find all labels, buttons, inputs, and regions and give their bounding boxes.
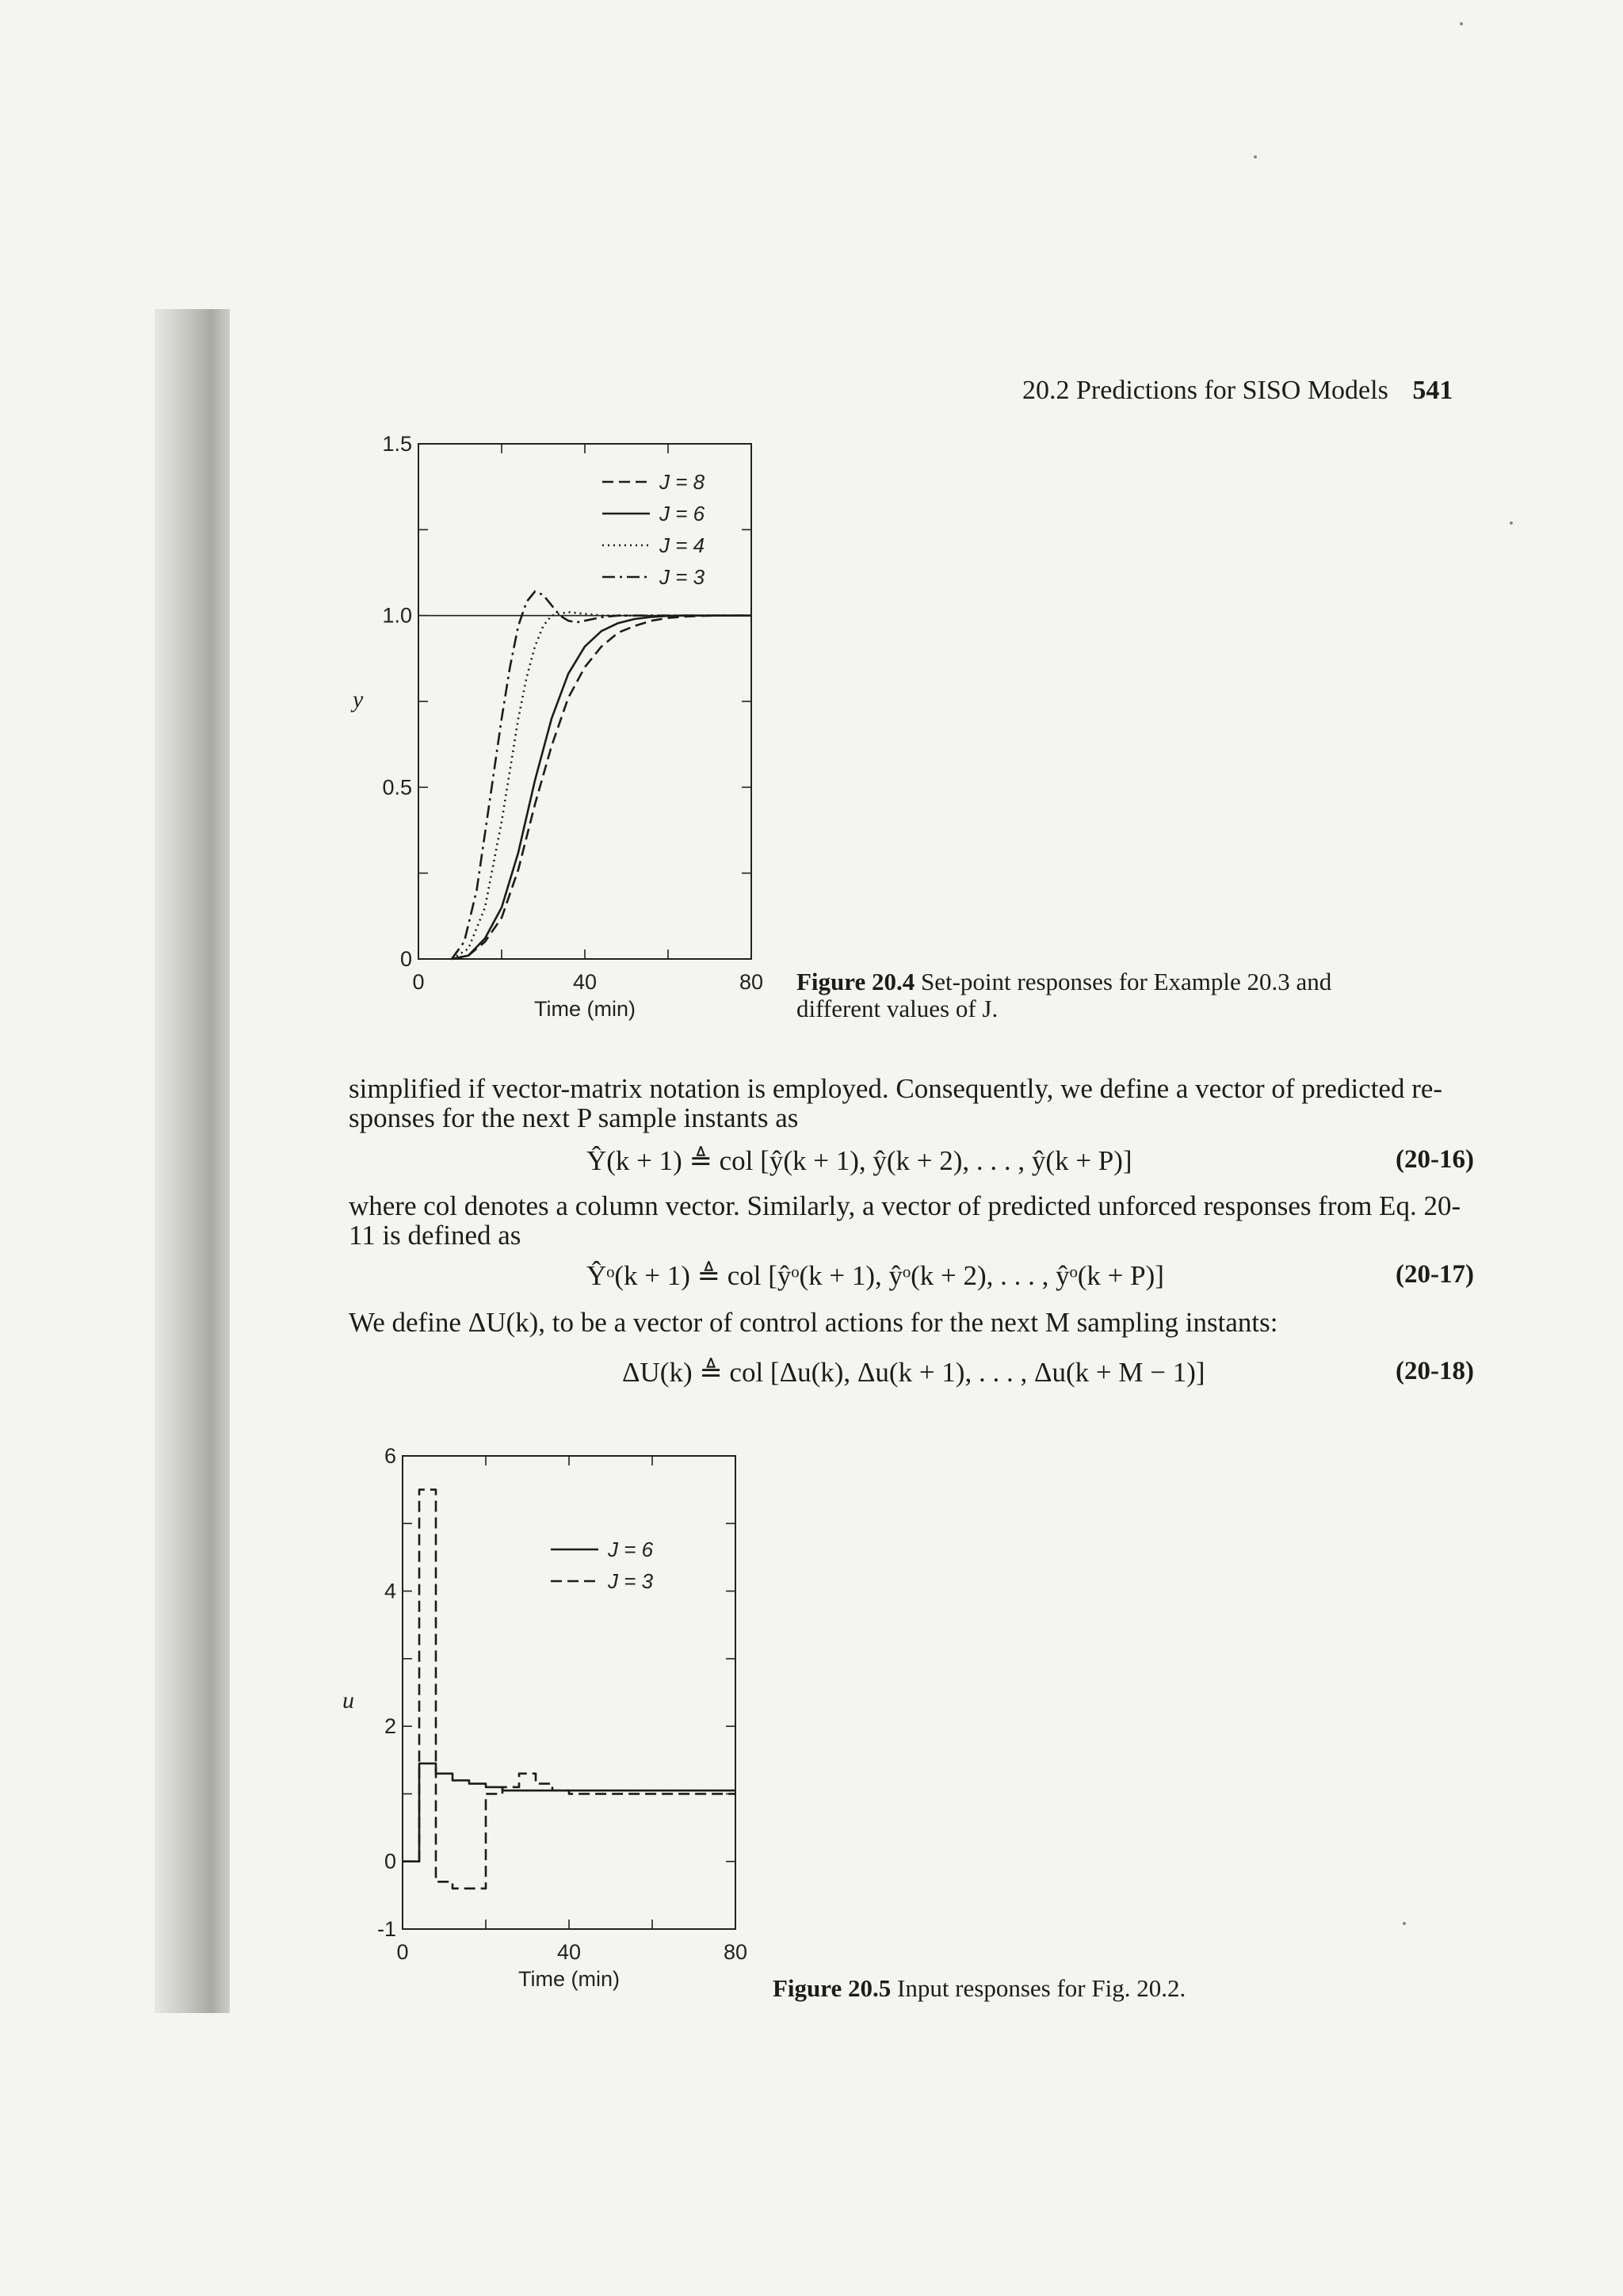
scan-speck (1254, 155, 1257, 159)
figure-20-5 (333, 1438, 777, 2025)
x-tick-label: 0 (396, 1940, 409, 1964)
figure-label: Figure 20.5 (773, 1974, 892, 2002)
plot-frame (403, 1456, 735, 1929)
y-tick-label: 1.5 (382, 432, 412, 456)
x-axis-label: Time (min) (518, 1967, 620, 1991)
equation-number: (20-17) (1396, 1260, 1474, 1289)
y-tick-label: 0 (384, 1849, 396, 1874)
caption-text: Input responses for Fig. 20.2. (897, 1974, 1186, 2002)
y-axis-label: y (353, 686, 364, 712)
section-title: 20.2 Predictions for SISO Models (1022, 376, 1388, 405)
binding-shadow (155, 309, 230, 2013)
x-axis-label: Time (min) (534, 997, 636, 1021)
equation-expression: ΔU(k) ≜ col [Δu(k), Δu(k + 1), . . . , Δu(k + M − 1)] (622, 1357, 1205, 1388)
figure-20-4 (333, 412, 777, 1021)
x-tick-label: 40 (556, 1940, 582, 1964)
equation-expression: Ŷᵒ(k + 1) ≜ col [ŷᵒ(k + 1), ŷᵒ(k + 2), . . . , ŷᵒ(k + P)] (586, 1260, 1164, 1291)
legend-label: J = 6 (659, 502, 705, 525)
paragraph: where col denotes a column vector. Similarly, a vector of predicted unforced responses from Eq. 20-11 is defined as (349, 1190, 1461, 1251)
series-line (452, 616, 751, 959)
legend-label: J = 3 (659, 565, 705, 589)
chart-svg (333, 412, 777, 1021)
caption-text: Set-point responses for Example 20.3 and different values of J. (796, 968, 1332, 1022)
y-tick-label: -1 (376, 1917, 396, 1941)
legend-label: J = 3 (608, 1569, 654, 1593)
scan-speck (1460, 22, 1463, 25)
scan-speck (1403, 1922, 1406, 1925)
x-tick-label: 0 (412, 970, 425, 994)
figure-20-5-caption (773, 1975, 1248, 2002)
running-head (1022, 376, 1453, 406)
paragraph: We define ΔU(k), to be a vector of control actions for the next M sampling instants: (349, 1307, 1278, 1338)
y-tick-label: 4 (384, 1579, 396, 1603)
legend-label: J = 6 (608, 1538, 654, 1561)
equation-number: (20-18) (1396, 1357, 1474, 1385)
equation-20-18 (349, 1357, 1474, 1392)
series-line (403, 1763, 735, 1862)
y-tick-label: 6 (384, 1444, 396, 1468)
y-tick-label: 0.5 (382, 775, 412, 800)
chart-svg (333, 1438, 777, 2025)
equation-20-16 (349, 1145, 1474, 1180)
scan-speck (1510, 521, 1513, 525)
page-number: 541 (1412, 376, 1453, 405)
equation-expression: Ŷ(k + 1) ≜ col [ŷ(k + 1), ŷ(k + 2), . . . , ŷ(k + P)] (586, 1145, 1132, 1176)
x-tick-label: 80 (739, 970, 764, 994)
legend-label: J = 8 (659, 470, 705, 494)
equation-number: (20-16) (1396, 1145, 1474, 1174)
y-axis-label: u (342, 1687, 354, 1713)
y-tick-label: 1.0 (382, 603, 412, 628)
y-tick-label: 0 (399, 947, 412, 971)
x-tick-label: 40 (572, 970, 598, 994)
paragraph: simplified if vector-matrix notation is employed. Consequently, we define a vector of predicted re-sponses for the next P sample instants as (349, 1073, 1443, 1133)
y-tick-label: 2 (384, 1714, 396, 1739)
series-line (452, 612, 751, 959)
equation-20-17 (349, 1260, 1474, 1295)
figure-20-4-caption (796, 968, 1367, 1022)
figure-label: Figure 20.4 (796, 968, 915, 995)
x-tick-label: 80 (723, 1940, 748, 1964)
series-line (452, 616, 751, 959)
legend-label: J = 4 (659, 533, 705, 557)
